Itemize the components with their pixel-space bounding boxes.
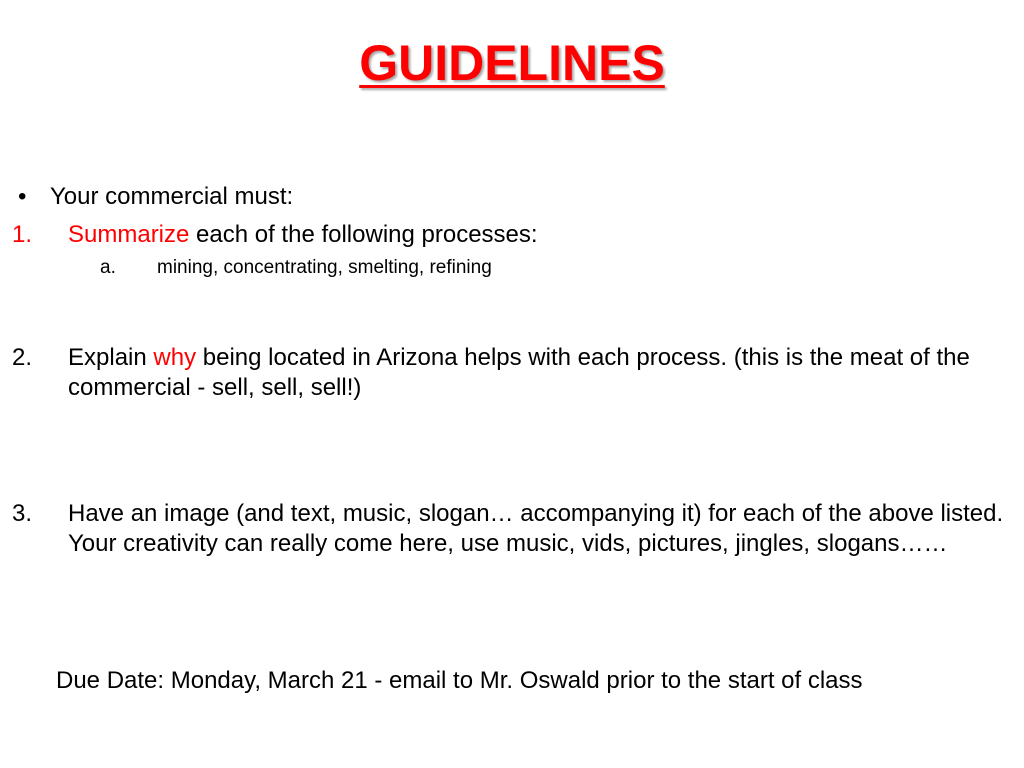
item-1-text <box>68 220 538 250</box>
due-date: Due Date: Monday, March 21 - email to Mr. Oswald prior to the start of class <box>56 667 863 694</box>
intro-text: Your commercial must: <box>50 183 294 210</box>
item-1-highlight: Summarize <box>68 221 190 248</box>
slide-title: GUIDELINES <box>359 35 665 91</box>
item-3-number: 3. <box>12 500 33 527</box>
item-1a-letter: a. <box>100 257 116 278</box>
item-2-before: Explain <box>68 344 154 371</box>
item-2-number: 2. <box>12 344 33 371</box>
item-1-rest: each of the following processes: <box>189 221 538 248</box>
item-1a-text: mining, concentrating, smelting, refining <box>157 257 492 278</box>
item-3-text: Have an image (and text, music, slogan… accompanying it) for each of the above listed. Your creativity can really come here, use music, vids, pictures, jingles, slogans…… <box>68 500 1004 557</box>
item-2-highlight: why <box>153 344 197 371</box>
intro-bullet: • <box>18 183 27 210</box>
item-1-number: 1. <box>12 221 33 248</box>
item-2-after: being located in Arizona helps with each process. (this is the meat of the commercial - sell, sell, sell!) <box>68 344 970 401</box>
item-2-text <box>68 343 1008 403</box>
